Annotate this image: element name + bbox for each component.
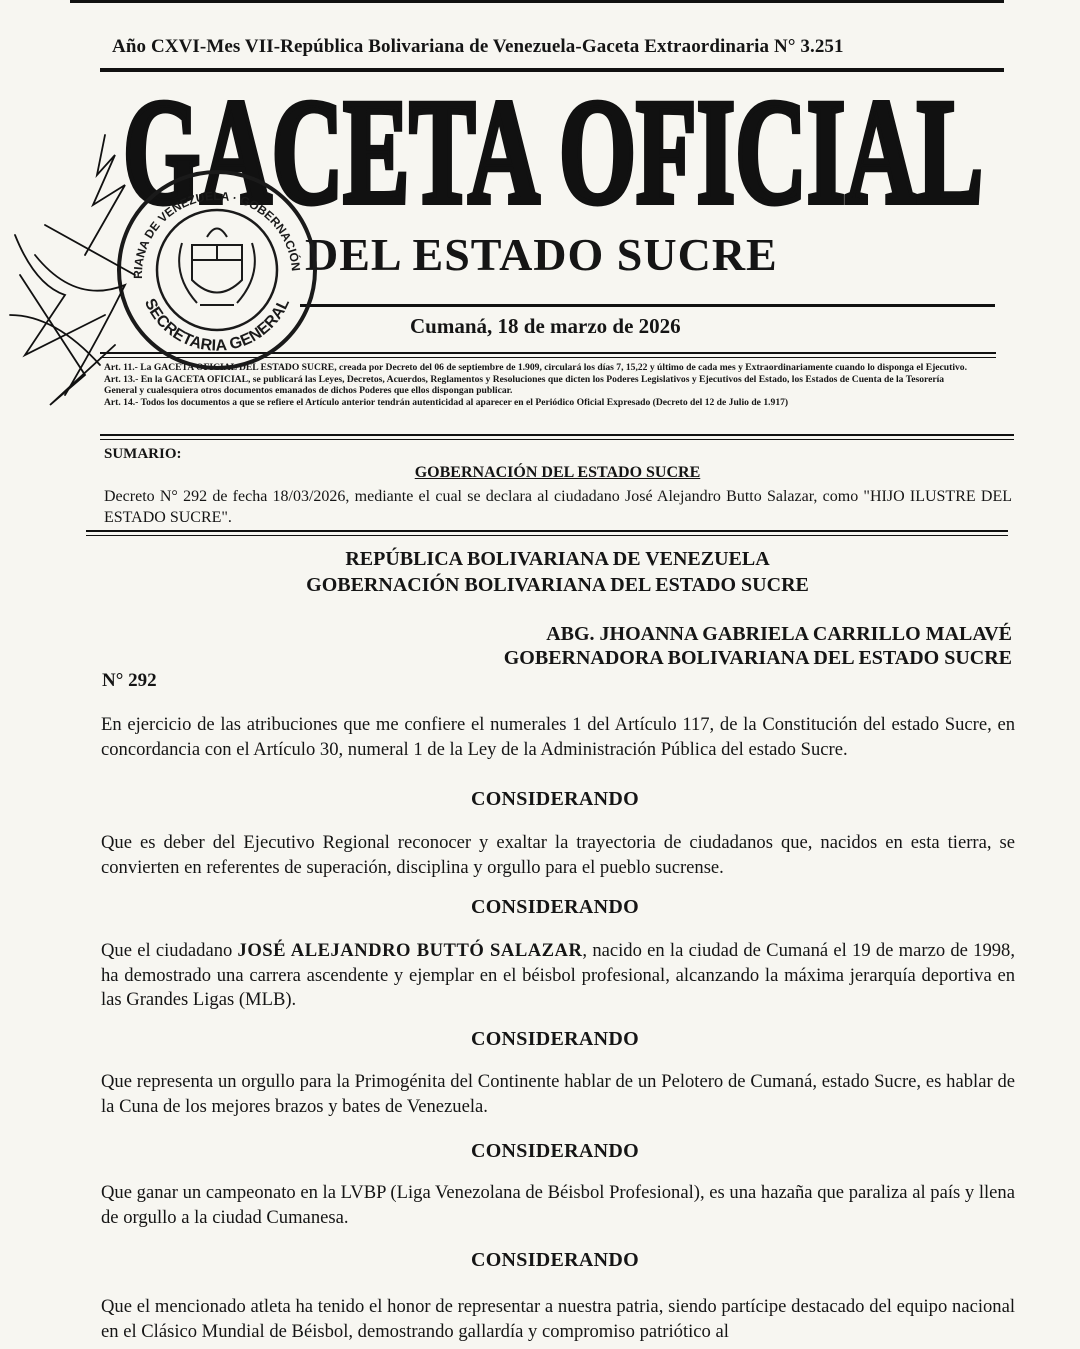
intro-text: En ejercicio de las atribuciones que me confiere el numerales 1 del Artículo 117, de la Constitución del estado Sucre, en concordancia con el Artículo 30, numeral 1 de la Ley de la Administración Pública del estado Sucre. (101, 714, 1015, 760)
handwritten-signature (5, 115, 155, 425)
athlete-name: JOSÉ ALEJANDRO BUTTÓ SALAZAR (237, 940, 583, 961)
articles-rule-bottom (100, 434, 1014, 436)
republic-heading (0, 546, 1080, 598)
considerando-text-1: Que es deber del Ejecutivo Regional reconocer y exaltar la trayectoria de ciudadanos que, nacidos en esta tierra, se convierten en referentes de superación, disciplina y orgullo para el pueblo sucrense. (101, 832, 1015, 878)
article-13: Art. 13.- En la GACETA OFICIAL, se publicará las Leyes, Decretos, Acuerdos, Reglamentos y Resoluciones que dicten los Poderes Legislativos y Ejecutivos del Estado, los Estados de Cuenta de la Tesorería General y cualesquiera otros documentos emanados de dichos Poderes que ellos dispongan publicar. (104, 373, 945, 397)
considerando-heading-5: CONSIDERANDO (470, 1249, 640, 1271)
header-rule (100, 68, 1004, 72)
considerando-text-2 (101, 939, 1015, 1013)
article-11: Art. 11.- La GACETA OFICIAL DEL ESTADO SUCRE, creada por Decreto del 06 de septiembre de 1.909, circulará los días 7, 15,22 y último de cada mes y Extraordinariamente cuando lo disponga el Ejecutivo. (104, 362, 967, 373)
considerando-heading-3: CONSIDERANDO (470, 1028, 640, 1050)
sumario-text: Decreto N° 292 de fecha 18/03/2026, mediante el cual se declara al ciudadano José Alejandro Butto Salazar, como "HIJO ILUSTRE DEL ESTADO SUCRE". (104, 488, 1012, 526)
sumario-rule (86, 530, 1008, 532)
republic-line-2: GOBERNACIÓN BOLIVARIANA DEL ESTADO SUCRE (306, 574, 809, 596)
considerando-paragraph-3 (101, 1070, 1015, 1119)
considerando-paragraph-5 (101, 1295, 1015, 1344)
considerando-text-5: Que el mencionado atleta ha tenido el honor de representar a nuestra patria, siendo partícipe destacado del equipo nacional en el Clásico Mundial de Béisbol, demostrando gallardía y compromiso patriótico al (101, 1296, 1015, 1342)
top-rule (70, 0, 1004, 3)
masthead-subtitle: DEL ESTADO SUCRE (305, 229, 778, 280)
governor-line-1: ABG. JHOANNA GABRIELA CARRILLO MALAVÉ (546, 623, 1012, 645)
issue-line: Año CXVI-Mes VII-República Bolivariana de Venezuela-Gaceta Extraordinaria N° 3.251 (112, 36, 844, 57)
seal-bottom-text: SECRETARIA GENERAL (140, 296, 294, 355)
republic-line-1: REPÚBLICA BOLIVARIANA DE VENEZUELA (345, 548, 770, 570)
considerando-heading-1: CONSIDERANDO (470, 788, 640, 810)
subtitle-rule (300, 304, 995, 307)
considerando-text-3: Que representa un orgullo para la Primogénita del Continente hablar de un Pelotero de Cumaná, estado Sucre, es hablar de la Cuna de los mejores brazos y bates de Venezuela. (101, 1071, 1015, 1117)
governor-block (504, 622, 1012, 670)
decree-number: N° 292 (102, 670, 157, 691)
c2-after: , nacido en la ciudad de Cumaná el 19 de marzo de 1998, ha demostrado una carrera ascendente y ejemplar en el béisbol profesional, alcanzando la máxima jerarquía deportiva en las Grandes Ligas (MLB). (101, 940, 1015, 1010)
coat-of-arms-icon (179, 229, 255, 306)
considerando-paragraph-4 (101, 1181, 1015, 1230)
seal-outer-text: RIANA DE VENEZUELA · GOBERNACIÓN (130, 188, 303, 279)
considerando-heading-4: CONSIDERANDO (470, 1140, 640, 1162)
dateline: Cumaná, 18 de marzo de 2026 (410, 314, 681, 338)
sumario-label: SUMARIO: (104, 446, 182, 462)
considerando-paragraph-2 (101, 939, 1015, 1013)
masthead-text: GACETA OFICIAL (123, 74, 983, 214)
sumario-rule2 (86, 535, 1008, 536)
considerando-text-4: Que ganar un campeonato en la LVBP (Liga Venezolana de Béisbol Profesional), es una hazaña que paraliza al país y llena de orgullo a la ciudad Cumanesa. (101, 1182, 1015, 1228)
sumario-heading: GOBERNACIÓN DEL ESTADO SUCRE (414, 464, 701, 481)
c2-before: Que el ciudadano (101, 940, 238, 961)
intro-paragraph (101, 713, 1015, 762)
governor-line-2: GOBERNADORA BOLIVARIANA DEL ESTADO SUCRE (503, 647, 1012, 669)
considerando-paragraph-1 (101, 831, 1015, 880)
articles-rule-bottom2 (100, 439, 1014, 440)
article-14: Art. 14.- Todos los documentos a que se refiere el Artículo anterior tendrán autenticidad al aparecer en el Periódico Oficial Expresado (Decreto del 12 de Julio de 1.917) (104, 396, 789, 408)
considerando-heading-2: CONSIDERANDO (470, 896, 640, 918)
